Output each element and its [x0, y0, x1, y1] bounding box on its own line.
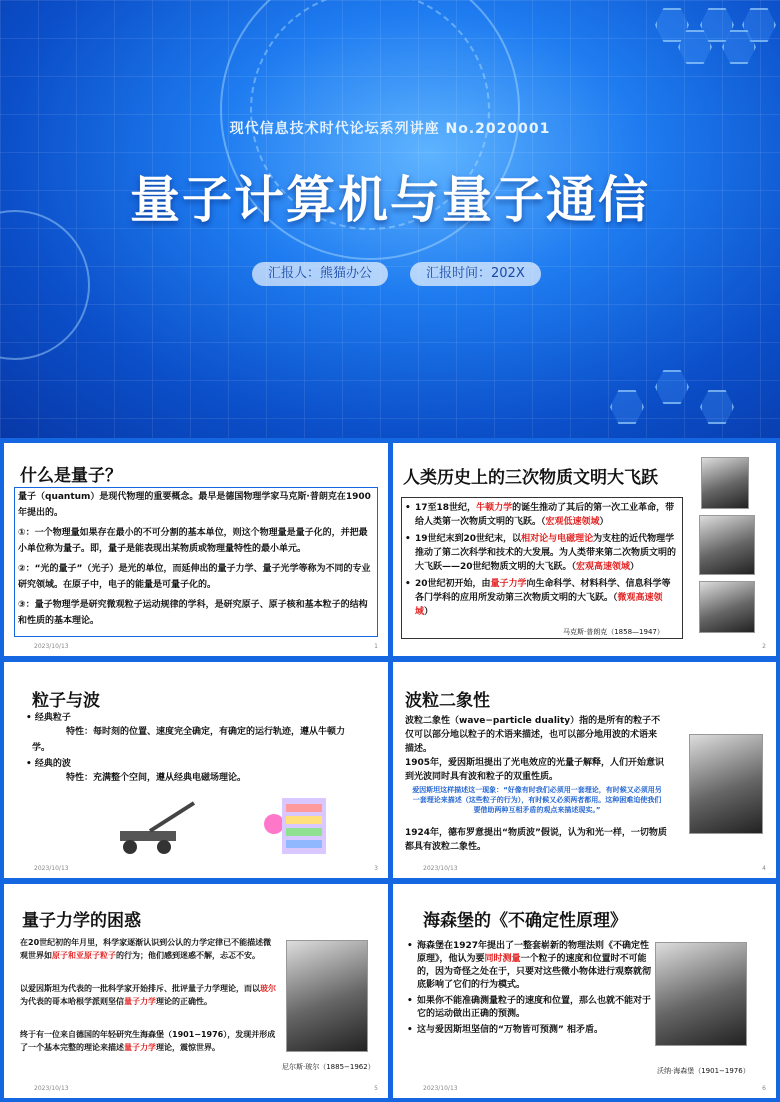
slide-date: 2023/10/13 — [423, 865, 458, 872]
slide-title: 海森堡的《不确定性原理》 — [423, 911, 627, 931]
portrait-caption: 马克斯·普朗克（1858—1947） — [563, 628, 664, 636]
slide-title: 量子力学的困惑 — [22, 911, 141, 931]
slide-wave-particle-duality — [393, 662, 776, 878]
cover-subtitle: 现代信息技术时代论坛系列讲座 No.2020001 — [229, 121, 551, 137]
newton-portrait — [701, 457, 749, 509]
de-broglie-portrait — [689, 734, 763, 834]
slide-particle-and-wave — [4, 662, 388, 878]
slide-date: 2023/10/13 — [423, 1085, 458, 1092]
slide-page: 4 — [762, 865, 766, 872]
slide-title: 粒子与波 — [32, 691, 100, 711]
slide-title: 什么是量子？ — [20, 466, 122, 486]
slide-date: 2023/10/13 — [34, 643, 69, 650]
slide-title: 人类历史上的三次物质文明大飞跃 — [403, 468, 658, 488]
principle-list — [407, 940, 651, 1040]
list-item: • 海森堡在1927年提出了一整套崭新的物理法则《不确定性原理》，他认为要同时测量一个粒子的速度和位置时不可能的，因为奇怪之处在于，只要对这些微小物体进行观察就彻底影响了它们的行为模式。 — [407, 940, 651, 992]
slide-date: 2023/10/13 — [34, 1085, 69, 1092]
portrait-caption: 沃纳·海森堡（1901−1976） — [657, 1067, 750, 1075]
paragraph: 特性：每时刻的位置、速度完全确定，有确定的运行轨迹，遵从牛顿力学。 — [32, 727, 346, 753]
bullet-heading: • 经典粒子 — [26, 713, 71, 723]
paragraph: 1905年，爱因斯坦提出了光电效应的光量子解释，人们开始意识到光波同时具有波和粒子的双重性质。 — [405, 758, 665, 782]
einstein-quote: 爱因斯坦这样描述这一现象：“好像有时我们必须用一套理论，有时候又必须用另一套理论来描述（这些粒子的行为），有时候又必须两者都用。这种困难迫使我们要借助两种互相矛盾的观点来描述现实。” — [412, 786, 662, 814]
slide-what-is-quantum — [4, 443, 388, 656]
paragraph: 1924年，德布罗意提出“物质波”假说，认为和光一样，一切物质都具有波粒二象性。 — [405, 828, 667, 852]
list-item: • 这与爱因斯坦坚信的“万物皆可预测” 相矛盾。 — [407, 1024, 651, 1037]
paragraph: 波粒二象性（wave−particle duality）指的是所有的粒子不仅可以部分地以粒子的术语来描述，也可以部分地用波的术语来描述。 — [405, 716, 661, 754]
cover-title: 量子计算机与量子通信 — [130, 171, 650, 229]
paragraph: 在20世纪初的年月里，科学家逐渐认识到公认的力学定律已不能描述微观世界如原子和亚原子粒子的行为；他们感到迷惑不解，忐忑不安。 — [20, 938, 272, 960]
paragraph: 特性：充满整个空间，遵从经典电磁场理论。 — [66, 773, 247, 783]
paragraph: ①：一个物理量如果存在最小的不可分割的基本单位，则这个物理量是量子化的，并把最小单位称为量子。即，量子是能表现出某物质或物理量特性的最小单元。 — [18, 528, 368, 554]
slide-date: 2023/10/13 — [34, 865, 69, 872]
paragraph: 终于有一位来自德国的年轻研究生海森堡（1901−1976），发现并形成了一个基本完整的理论来描述量子力学理论，震惊世界。 — [20, 1030, 276, 1052]
list-item: • 19世纪末到20世纪末，以相对论与电磁理论为支柱的近代物理学推动了第二次科学和技术的大发展。为人类带来第二次物质文明的大飞跃——20世纪物质文明的大飞跃。（宏观高速领域） — [405, 532, 679, 574]
reporter-pill: 汇报人：熊猫办公 — [252, 262, 388, 286]
paragraph: 以爱因斯坦为代表的一批科学家开始排斥、批评量子力学理论，而以玻尔为代表的哥本哈根学派则坚信量子力学理论的正确性。 — [20, 984, 276, 1006]
spectrum-image — [260, 794, 330, 860]
paragraph: 量子（quantum）是现代物理的重要概念。最早是德国物理学家马克斯·普朗克在1900年提出的。 — [18, 492, 371, 518]
slide-title: 波粒二象性 — [405, 691, 490, 711]
bohr-portrait — [286, 940, 368, 1052]
slide-page: 6 — [762, 1085, 766, 1092]
list-item: • 20世纪初开始，由量子力学向生命科学、材料科学、信息科学等各门学科的应用所发动第三次物质文明的大飞跃。（微观高速领域） — [405, 577, 679, 619]
paragraph: ③：量子物理学是研究微观粒子运动规律的学科，是研究原子、原子核和基本粒子的结构和性质的基本理论。 — [18, 600, 368, 626]
heisenberg-portrait — [655, 942, 747, 1046]
leap-list — [405, 501, 679, 622]
slide-uncertainty-principle — [393, 884, 776, 1098]
slide-page: 5 — [374, 1085, 378, 1092]
slide-page: 1 — [374, 643, 378, 650]
cannon-image — [110, 797, 200, 859]
slide-quantum-confusion — [4, 884, 388, 1098]
einstein-portrait — [699, 515, 755, 575]
planck-portrait — [699, 581, 755, 633]
cover-slide — [0, 0, 780, 438]
report-time-pill: 汇报时间：202X — [410, 262, 541, 286]
list-item: • 如果你不能准确测量粒子的速度和位置，那么也就不能对于它的运动做出正确的预测。 — [407, 995, 651, 1021]
paragraph: ②：“光的量子”（光子）是光的单位，而延伸出的量子力学、量子光学等称为不同的专业研究领域。在原子中，电子的能量是可量子化的。 — [18, 564, 371, 590]
bullet-heading: • 经典的波 — [26, 759, 71, 769]
slide-page: 2 — [762, 643, 766, 650]
portrait-caption: 尼尔斯·玻尔（1885−1962） — [282, 1063, 375, 1071]
slide-three-leaps — [393, 443, 776, 656]
slide-page: 3 — [374, 865, 378, 872]
list-item: • 17至18世纪，牛顿力学的诞生推动了其后的第一次工业革命，带给人类第一次物质文明的飞跃。（宏观低速领域） — [405, 501, 679, 529]
